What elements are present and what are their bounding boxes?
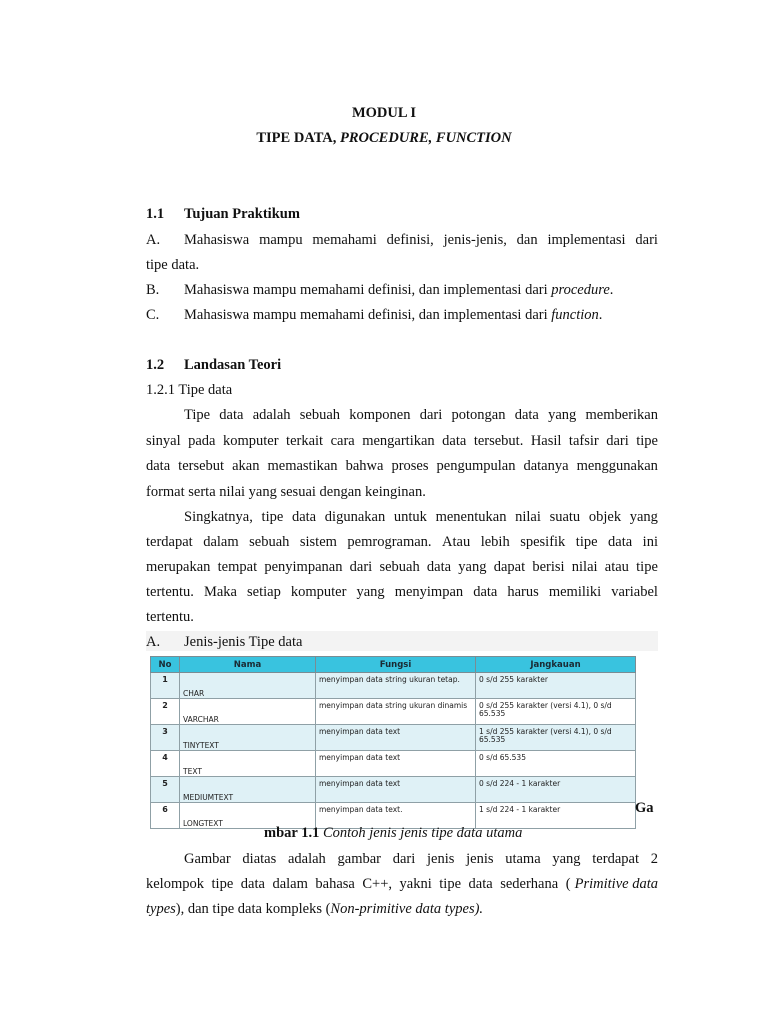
- word: cara: [330, 433, 355, 449]
- figure-caption: mbar 1.1 Contoh jenis jenis tipe data utama: [264, 825, 523, 841]
- para2-line1: [184, 508, 658, 526]
- word: dalam: [203, 534, 239, 550]
- word: memahami: [312, 232, 377, 248]
- table-row: [151, 751, 636, 777]
- word: sebuah: [299, 407, 341, 423]
- word: variabel: [611, 584, 658, 600]
- cell-no: 3: [151, 725, 180, 751]
- para3-line2: kelompok tipe data dalam bahasa C++, yakni tipe data sederhana ( Primitive data: [146, 876, 658, 892]
- table: [150, 656, 636, 829]
- cell-nama: TEXT: [180, 751, 316, 777]
- word: adalah: [252, 407, 291, 423]
- word: nilai: [515, 509, 541, 525]
- cell-jangkauan: 1 s/d 255 karakter (versi 4.1), 0 s/d 65.535: [476, 725, 636, 751]
- word: data: [146, 458, 171, 474]
- para1-line2: [146, 432, 658, 450]
- word: Atau: [442, 534, 471, 550]
- para3-line3: types), dan tipe data kompleks (Non-primitive data types).: [146, 901, 484, 917]
- cell-nama: LONGTEXT: [180, 803, 316, 829]
- cell-jangkauan: 0 s/d 224 - 1 karakter: [476, 777, 636, 803]
- word: terdapat: [592, 851, 639, 867]
- cell-jangkauan: 1 s/d 224 - 1 karakter: [476, 803, 636, 829]
- word: Maka: [203, 584, 237, 600]
- para1-line4: format serta nilai yang sesuai dengan keinginan.: [146, 484, 426, 500]
- word: sebuah: [249, 534, 290, 550]
- word: Hasil: [530, 433, 562, 449]
- para2-line3: [146, 558, 658, 576]
- word: implementasi: [547, 232, 626, 248]
- word: yang: [458, 559, 487, 575]
- word: sederhana: [500, 876, 559, 892]
- cell-no: 2: [151, 699, 180, 725]
- word: memberikan: [585, 407, 658, 423]
- word: yang: [629, 509, 658, 525]
- header-no: No: [151, 657, 180, 673]
- section-1-1-title: Tujuan Praktikum: [184, 206, 300, 222]
- word: sinyal: [146, 433, 181, 449]
- word: dari: [349, 559, 373, 575]
- word: lebih: [480, 534, 510, 550]
- table-row: [151, 699, 636, 725]
- word: menggunakan: [576, 458, 658, 474]
- word: pemrograman.: [347, 534, 432, 550]
- cell-fungsi: menyimpan data text.: [316, 803, 476, 829]
- para2-line2: [146, 533, 658, 551]
- word: objek: [588, 509, 622, 525]
- word: dapat: [493, 559, 526, 575]
- cell-no: 4: [151, 751, 180, 777]
- para1-line1: [184, 406, 658, 424]
- word: bahasa: [315, 876, 355, 892]
- word: nilai: [571, 559, 598, 575]
- word: yang: [356, 584, 385, 600]
- header-jangkauan: Jangkauan: [476, 657, 636, 673]
- word: diatas: [242, 851, 277, 867]
- word: datanya: [523, 458, 569, 474]
- word: (: [565, 876, 571, 892]
- word: untuk: [393, 509, 427, 525]
- item-a-line2: tipe data.: [146, 257, 200, 273]
- word: pengumpulan: [436, 458, 516, 474]
- word: Gambar: [184, 851, 231, 867]
- para2-line4: [146, 583, 658, 601]
- cell-no: 5: [151, 777, 180, 803]
- word: mengartikan: [362, 433, 435, 449]
- table-header-row: [151, 657, 636, 673]
- subsection-title: 1.2.1 Tipe data: [146, 382, 233, 398]
- word: komputer: [222, 433, 279, 449]
- word: tafsir: [568, 433, 599, 449]
- word: terkait: [286, 433, 324, 449]
- word: dari: [419, 407, 443, 423]
- word: proses: [391, 458, 429, 474]
- word: tersebut: [178, 458, 225, 474]
- word: terdapat: [146, 534, 193, 550]
- list-a-label: A.: [146, 634, 161, 650]
- word: yang: [552, 851, 581, 867]
- word: gambar: [337, 851, 382, 867]
- item-c-label: C.: [146, 307, 160, 323]
- para1-line3: [146, 457, 658, 475]
- word: potongan: [451, 407, 506, 423]
- word: suatu: [549, 509, 581, 525]
- cell-fungsi: menyimpan data text: [316, 725, 476, 751]
- word: sistem: [299, 534, 337, 550]
- word: tipe: [636, 559, 658, 575]
- word: Mahasiswa: [184, 232, 250, 248]
- table-row: [151, 673, 636, 699]
- section-1-2-title: Landasan Teori: [184, 357, 282, 373]
- word: spesifik: [520, 534, 566, 550]
- word: sebuah: [379, 559, 420, 575]
- word: merupakan: [146, 559, 211, 575]
- word: bahwa: [345, 458, 384, 474]
- cell-jangkauan: 0 s/d 255 karakter (versi 4.1), 0 s/d 65.535: [476, 699, 636, 725]
- word: menyimpan: [394, 584, 464, 600]
- word: data: [240, 876, 265, 892]
- word: dalam: [272, 876, 308, 892]
- word: ini: [642, 534, 658, 550]
- table-row: [151, 725, 636, 751]
- para3-line1: [184, 850, 658, 868]
- cell-nama: CHAR: [180, 673, 316, 699]
- word: data: [608, 534, 633, 550]
- cell-no: 1: [151, 673, 180, 699]
- word: berisi: [532, 559, 565, 575]
- word: data: [426, 559, 452, 575]
- word: jenis: [427, 851, 455, 867]
- word: data: [442, 433, 467, 449]
- word: data: [219, 407, 244, 423]
- word: tertentu.: [146, 584, 194, 600]
- cell-fungsi: menyimpan data string ukuran dinamis: [316, 699, 476, 725]
- para2-line5: tertentu.: [146, 609, 194, 625]
- module-heading: MODUL I: [351, 105, 417, 121]
- word: komponen: [349, 407, 411, 423]
- word: jenis: [466, 851, 494, 867]
- cell-fungsi: menyimpan data string ukuran tetap.: [316, 673, 476, 699]
- word: memastikan: [267, 458, 338, 474]
- cell-nama: TINYTEXT: [180, 725, 316, 751]
- word: Tipe: [184, 407, 211, 423]
- header-fungsi: Fungsi: [316, 657, 476, 673]
- word: data: [473, 584, 498, 600]
- item-c-text: Mahasiswa mampu memahami definisi, dan implementasi dari function.: [184, 307, 603, 323]
- page-title: TIPE DATA, PROCEDURE, FUNCTION: [256, 130, 512, 146]
- word: dan: [516, 232, 538, 248]
- word: memiliki: [548, 584, 602, 600]
- word: tersebut.: [473, 433, 524, 449]
- word: utama: [505, 851, 541, 867]
- cell-nama: VARCHAR: [180, 699, 316, 725]
- word: pada: [188, 433, 216, 449]
- cell-no: 6: [151, 803, 180, 829]
- word: digunakan: [324, 509, 386, 525]
- item-b-text: Mahasiswa mampu memahami definisi, dan implementasi dari procedure.: [184, 282, 614, 298]
- word: jenis-jenis,: [443, 232, 507, 248]
- cell-jangkauan: 0 s/d 65.535: [476, 751, 636, 777]
- word: kelompok: [146, 876, 204, 892]
- word: Singkatnya,: [184, 509, 253, 525]
- cell-fungsi: menyimpan data text: [316, 751, 476, 777]
- list-a-text: Jenis-jenis Tipe data: [184, 634, 303, 650]
- section-1-2-number: 1.2: [146, 357, 165, 373]
- caption-fragment: Ga: [635, 800, 654, 816]
- word: menentukan: [435, 509, 507, 525]
- word: tipe: [439, 876, 462, 892]
- cell-jangkauan: 0 s/d 255 karakter: [476, 673, 636, 699]
- word: dari: [392, 851, 416, 867]
- cell-fungsi: menyimpan data text: [316, 777, 476, 803]
- word: data: [291, 509, 317, 525]
- word: tipe: [261, 509, 284, 525]
- section-1-1-number: 1.1: [146, 206, 165, 222]
- word: penyimpanan: [264, 559, 343, 575]
- word: harus: [507, 584, 539, 600]
- word: dari: [606, 433, 629, 449]
- word: C++,: [362, 876, 393, 892]
- word: mampu: [259, 232, 303, 248]
- word: adalah: [287, 851, 326, 867]
- item-a-line1: [184, 231, 658, 249]
- word: dari: [635, 232, 658, 248]
- word: definisi,: [386, 232, 434, 248]
- word: yakni: [399, 876, 432, 892]
- word: akan: [232, 458, 260, 474]
- word: tempat: [217, 559, 258, 575]
- word: setiap: [247, 584, 281, 600]
- word: 2: [650, 851, 658, 867]
- word: tipe: [636, 433, 658, 449]
- item-b-label: B.: [146, 282, 160, 298]
- word: data: [468, 876, 493, 892]
- word: yang: [548, 407, 577, 423]
- word: tipe: [211, 876, 234, 892]
- word: komputer: [290, 584, 347, 600]
- data-type-table: [150, 656, 635, 828]
- item-a-label: A.: [146, 232, 161, 248]
- word: tipe: [575, 534, 598, 550]
- cell-nama: MEDIUMTEXT: [180, 777, 316, 803]
- table-row: [151, 777, 636, 803]
- header-nama: Nama: [180, 657, 316, 673]
- word: data: [514, 407, 539, 423]
- word: atau: [604, 559, 629, 575]
